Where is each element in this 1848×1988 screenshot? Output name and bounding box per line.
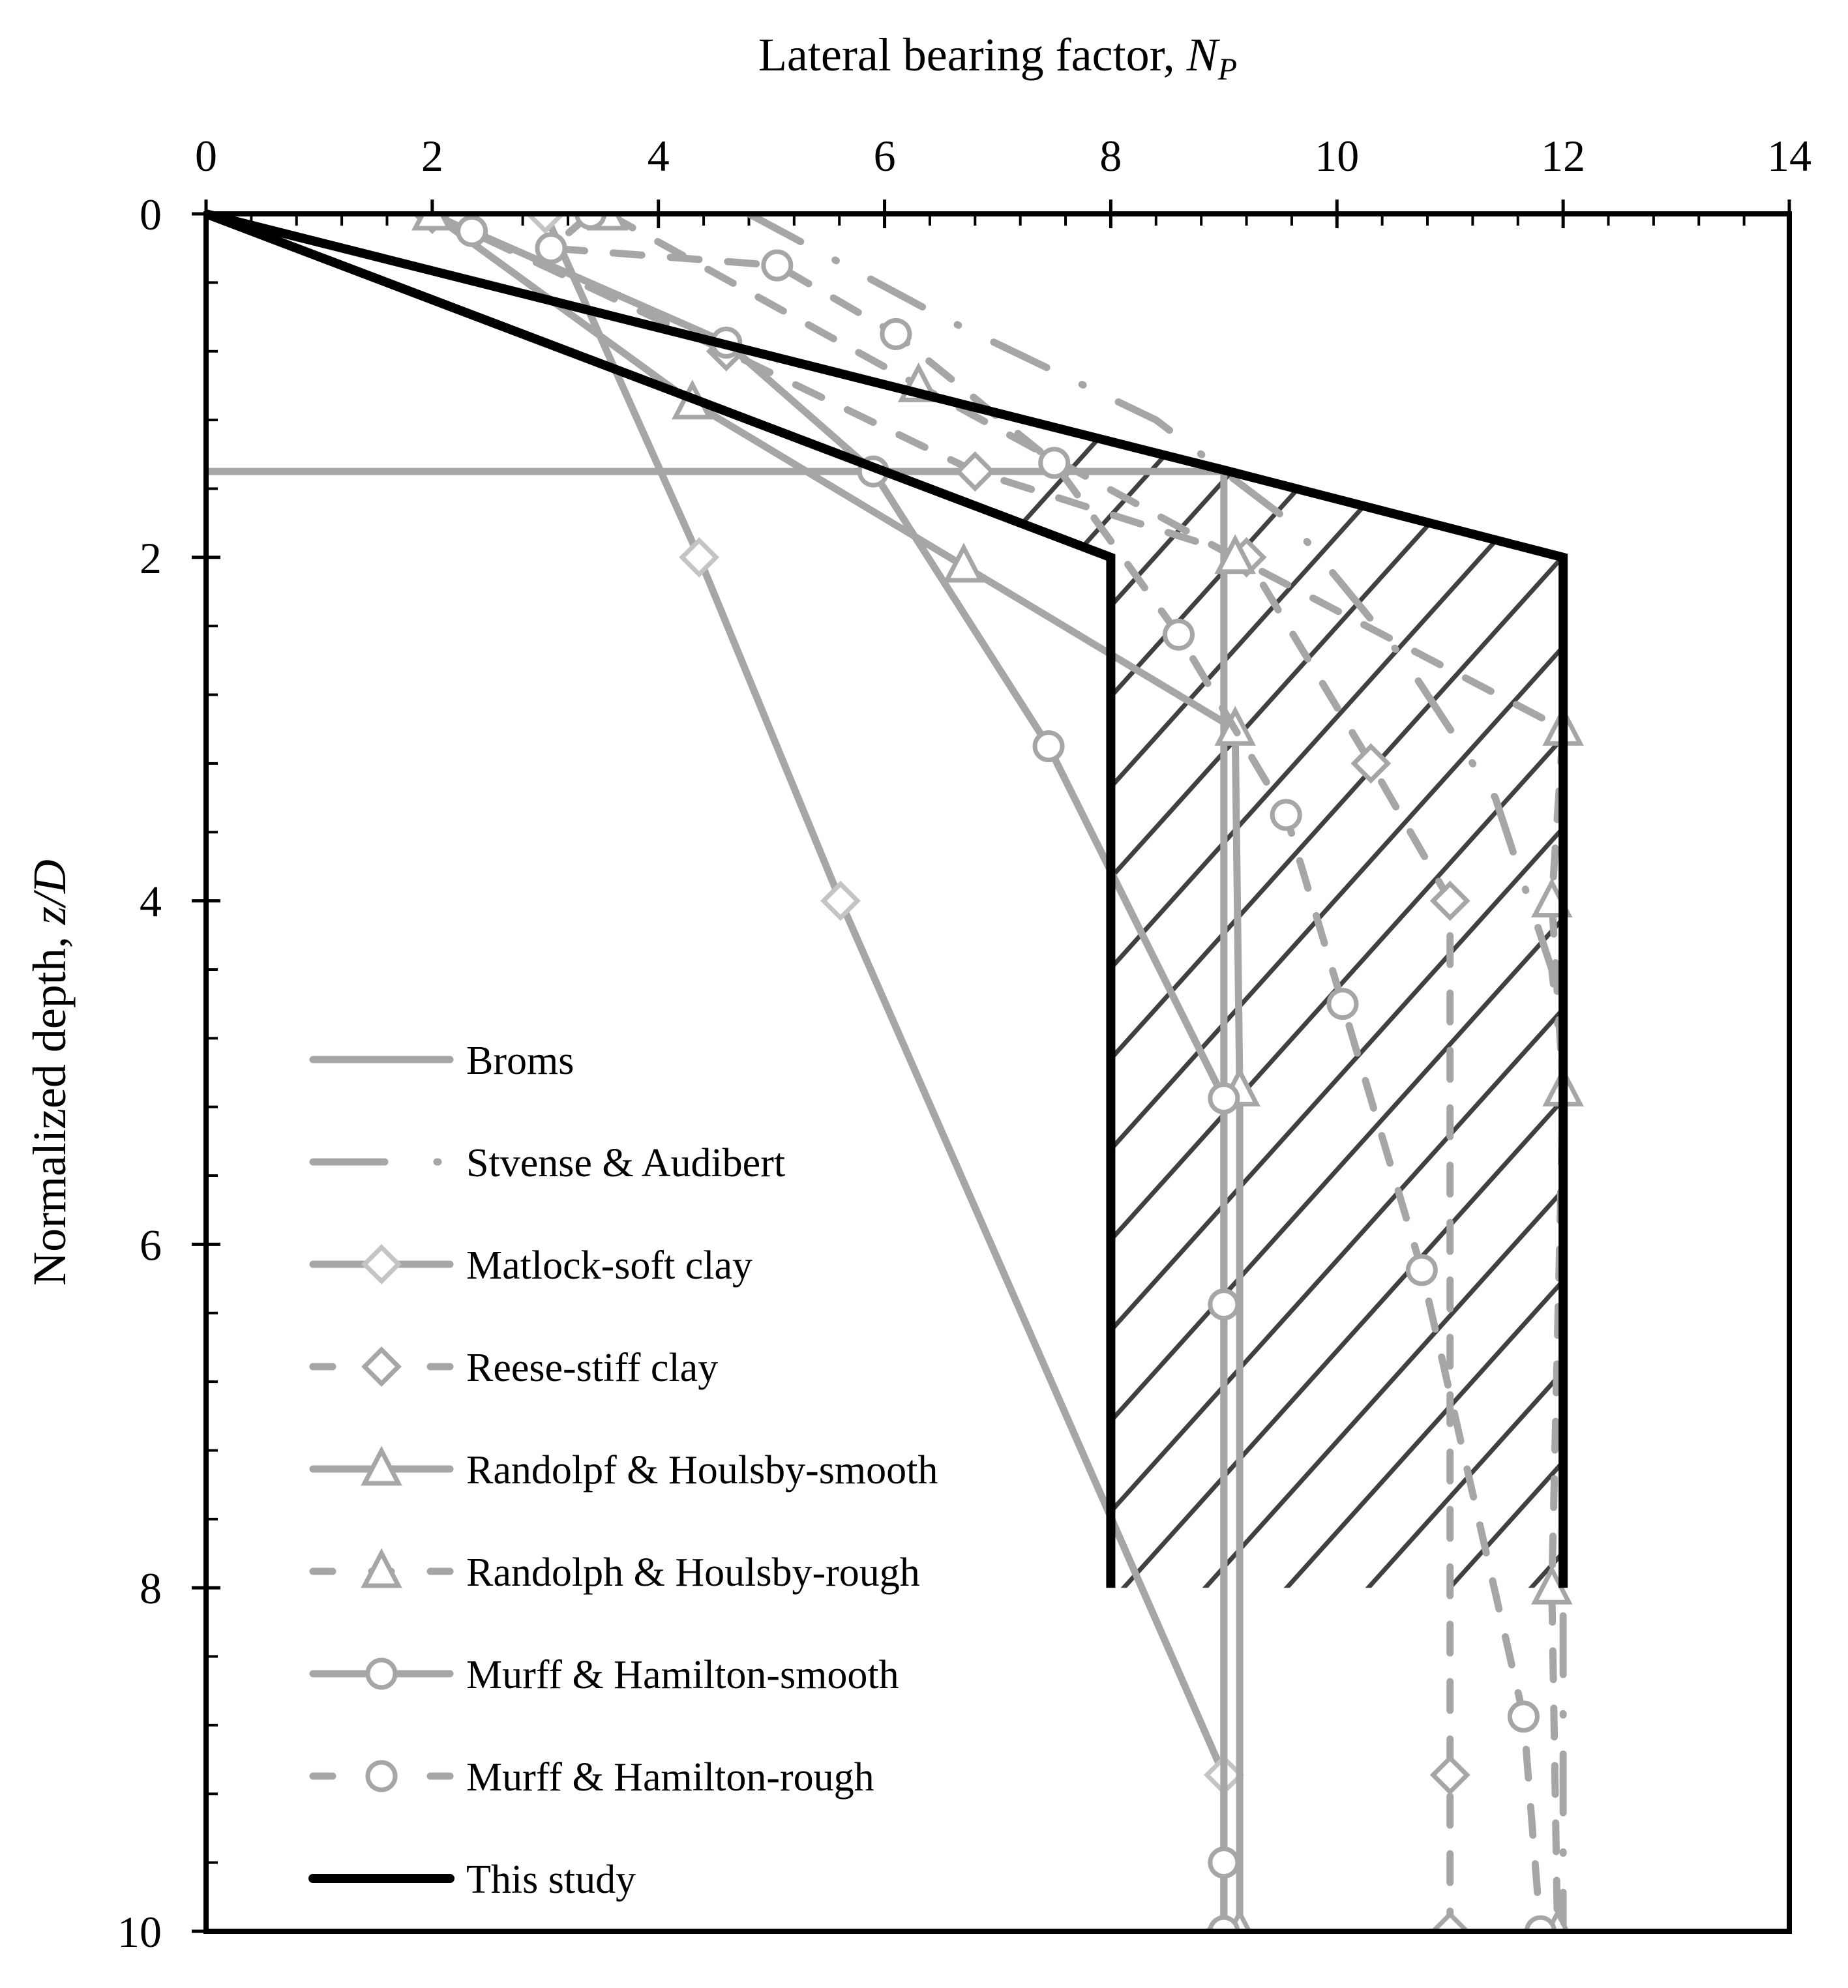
y-tick-label: 10	[117, 1907, 162, 1957]
series-broms	[206, 471, 1224, 1931]
legend-label: Murff & Hamilton-smooth	[466, 1653, 899, 1697]
legend-label: This study	[466, 1858, 636, 1902]
y-tick-label: 8	[140, 1564, 162, 1614]
legend-label: Broms	[466, 1039, 574, 1083]
x-tick-label: 10	[1315, 131, 1360, 181]
y-tick-label: 2	[140, 533, 162, 583]
x-tick-label: 8	[1099, 131, 1122, 181]
legend	[313, 1039, 938, 1902]
legend-label: Stvense & Audibert	[466, 1141, 786, 1185]
legend-label: Randolph & Houlsby-rough	[466, 1550, 920, 1595]
legend-item	[313, 1141, 785, 1185]
y-tick-labels	[117, 190, 162, 1957]
x-tick-label: 6	[873, 131, 896, 181]
this-study-hatch	[0, 65, 1848, 1988]
legend-item	[313, 1448, 938, 1492]
legend-item	[313, 1346, 718, 1390]
y-axis-title: Normalized depth, z/D	[23, 859, 76, 1286]
x-tick-label: 2	[421, 131, 443, 181]
x-axis-title: Lateral bearing factor, NP	[758, 29, 1238, 87]
x-tick-label: 4	[647, 131, 670, 181]
legend-label: Reese-stiff clay	[466, 1346, 719, 1390]
legend-label: Matlock-soft clay	[466, 1243, 753, 1288]
y-tick-label: 6	[140, 1220, 162, 1270]
x-tick-label: 14	[1767, 131, 1811, 181]
legend-item	[313, 1243, 753, 1288]
x-tick-labels	[195, 131, 1811, 181]
legend-label: Murff & Hamilton-rough	[466, 1755, 874, 1800]
legend-item	[313, 1755, 874, 1800]
y-tick-label: 4	[140, 876, 162, 927]
legend-item	[313, 1550, 920, 1595]
legend-label: Randolpf & Houlsby-smooth	[466, 1448, 938, 1492]
x-tick-label: 12	[1541, 131, 1586, 181]
legend-item	[313, 1039, 574, 1083]
this-study-bounds	[206, 214, 1563, 1588]
legend-item	[313, 1653, 899, 1697]
y-tick-label: 0	[140, 190, 162, 239]
x-tick-label: 0	[195, 131, 217, 181]
legend-item	[313, 1858, 636, 1902]
